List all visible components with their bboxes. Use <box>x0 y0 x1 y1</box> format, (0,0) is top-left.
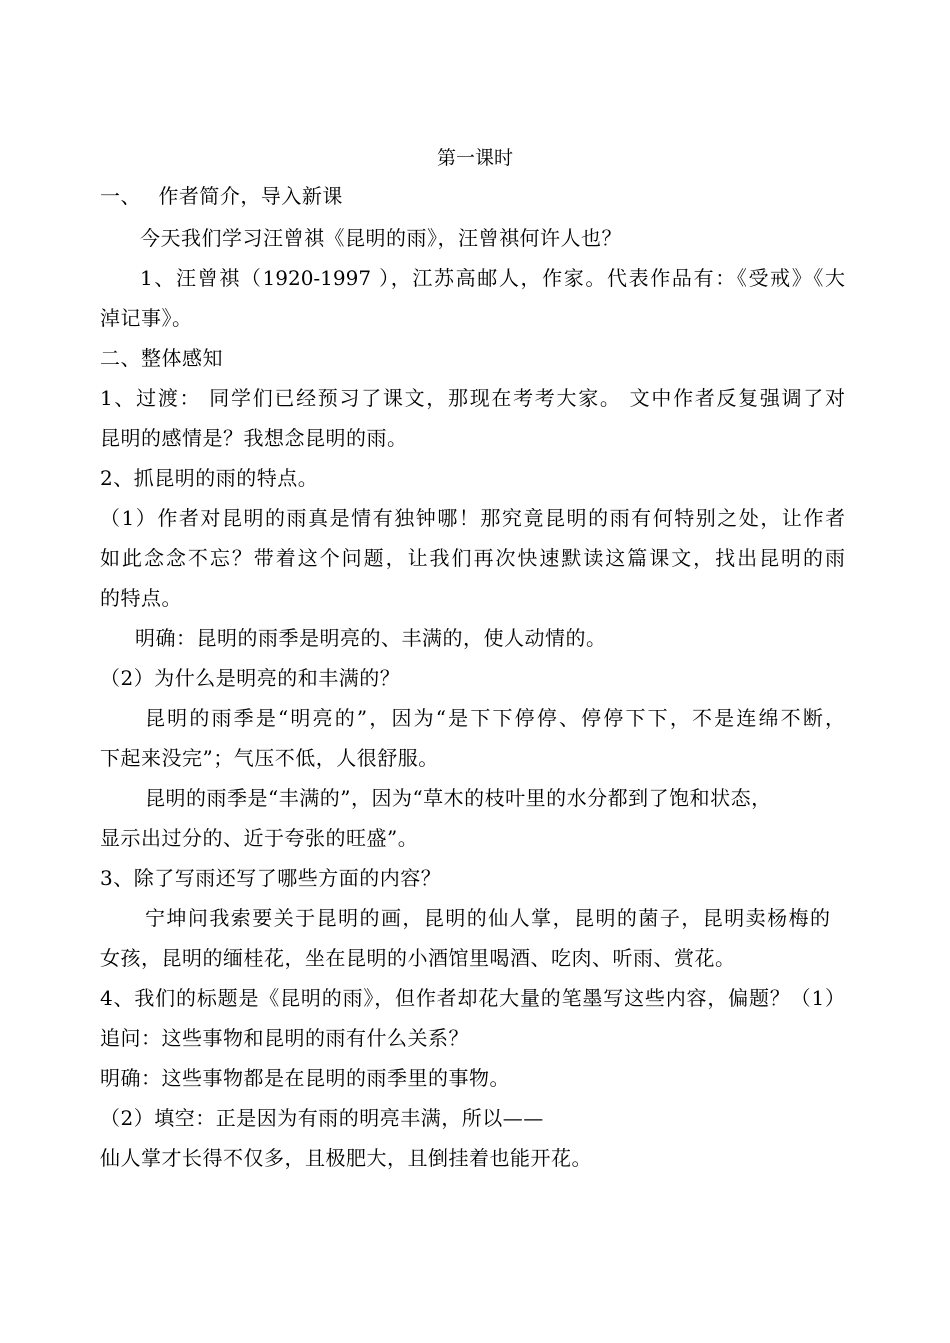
paragraph-line: 追问：这些事物和昆明的雨有什么关系？ <box>100 1026 469 1050</box>
paragraph-line: 如此念念不忘？带着这个问题，让我们再次快速默读这篇课文，找出昆明的雨 <box>100 546 845 570</box>
paragraph-line: 女孩，昆明的缅桂花，坐在昆明的小酒馆里喝酒、吃肉、听雨、赏花。 <box>100 946 736 970</box>
section-heading-1: 一、 作者简介，导入新课 <box>100 184 343 208</box>
paragraph-line: 昆明的感情是？我想念昆明的雨。 <box>100 426 408 450</box>
paragraph-line: 昆明的雨季是“明亮的”，因为“是下下停停、停停下下，不是连绵不断， <box>145 706 845 730</box>
paragraph-line: （2）为什么是明亮的和丰满的？ <box>100 666 401 690</box>
paragraph-line: 的特点。 <box>100 586 182 610</box>
paragraph-line: 淖记事》。 <box>100 306 193 330</box>
paragraph-line: 宁坤问我索要关于昆明的画，昆明的仙人掌，昆明的菌子，昆明卖杨梅的 <box>145 906 830 930</box>
paragraph-line: 显示出过分的、近于夸张的旺盛”。 <box>100 826 419 850</box>
answer-line: 明确：昆明的雨季是明亮的、丰满的，使人动情的。 <box>135 626 607 650</box>
paragraph-line: 1、过渡： 同学们已经预习了课文，那现在考考大家。 文中作者反复强调了对 <box>100 386 845 410</box>
paragraph-line: 仙人掌才长得不仅多，且极肥大，且倒挂着也能开花。 <box>100 1146 592 1170</box>
paragraph-line: 1、汪曾祺（1920-1997 ），江苏高邮人，作家。代表作品有：《受戒》《大 <box>140 266 845 290</box>
lesson-title: 第一课时 <box>436 147 513 169</box>
paragraph-line: 下起来没完”；气压不低，人很舒服。 <box>100 746 439 770</box>
paragraph-line: 2、抓昆明的雨的特点。 <box>100 466 319 490</box>
section-heading-2: 二、整体感知 <box>100 346 223 370</box>
paragraph-line: 今天我们学习汪曾祺《昆明的雨》，汪曾祺何许人也？ <box>140 226 622 250</box>
paragraph-line: （1）作者对昆明的雨真是情有独钟哪！那究竟昆明的雨有何特别之处，让作者 <box>100 506 845 530</box>
answer-line: 明确：这些事物都是在昆明的雨季里的事物。 <box>100 1066 510 1090</box>
paragraph-line: 3、除了写雨还写了哪些方面的内容？ <box>100 866 442 890</box>
paragraph-line: （2）填空：正是因为有雨的明亮丰满，所以—— <box>100 1106 544 1130</box>
paragraph-line: 昆明的雨季是“丰满的”，因为“草木的枝叶里的水分都到了饱和状态， <box>145 786 772 810</box>
paragraph-line: 4、我们的标题是《昆明的雨》，但作者却花大量的笔墨写这些内容，偏题？（1） <box>100 986 845 1010</box>
